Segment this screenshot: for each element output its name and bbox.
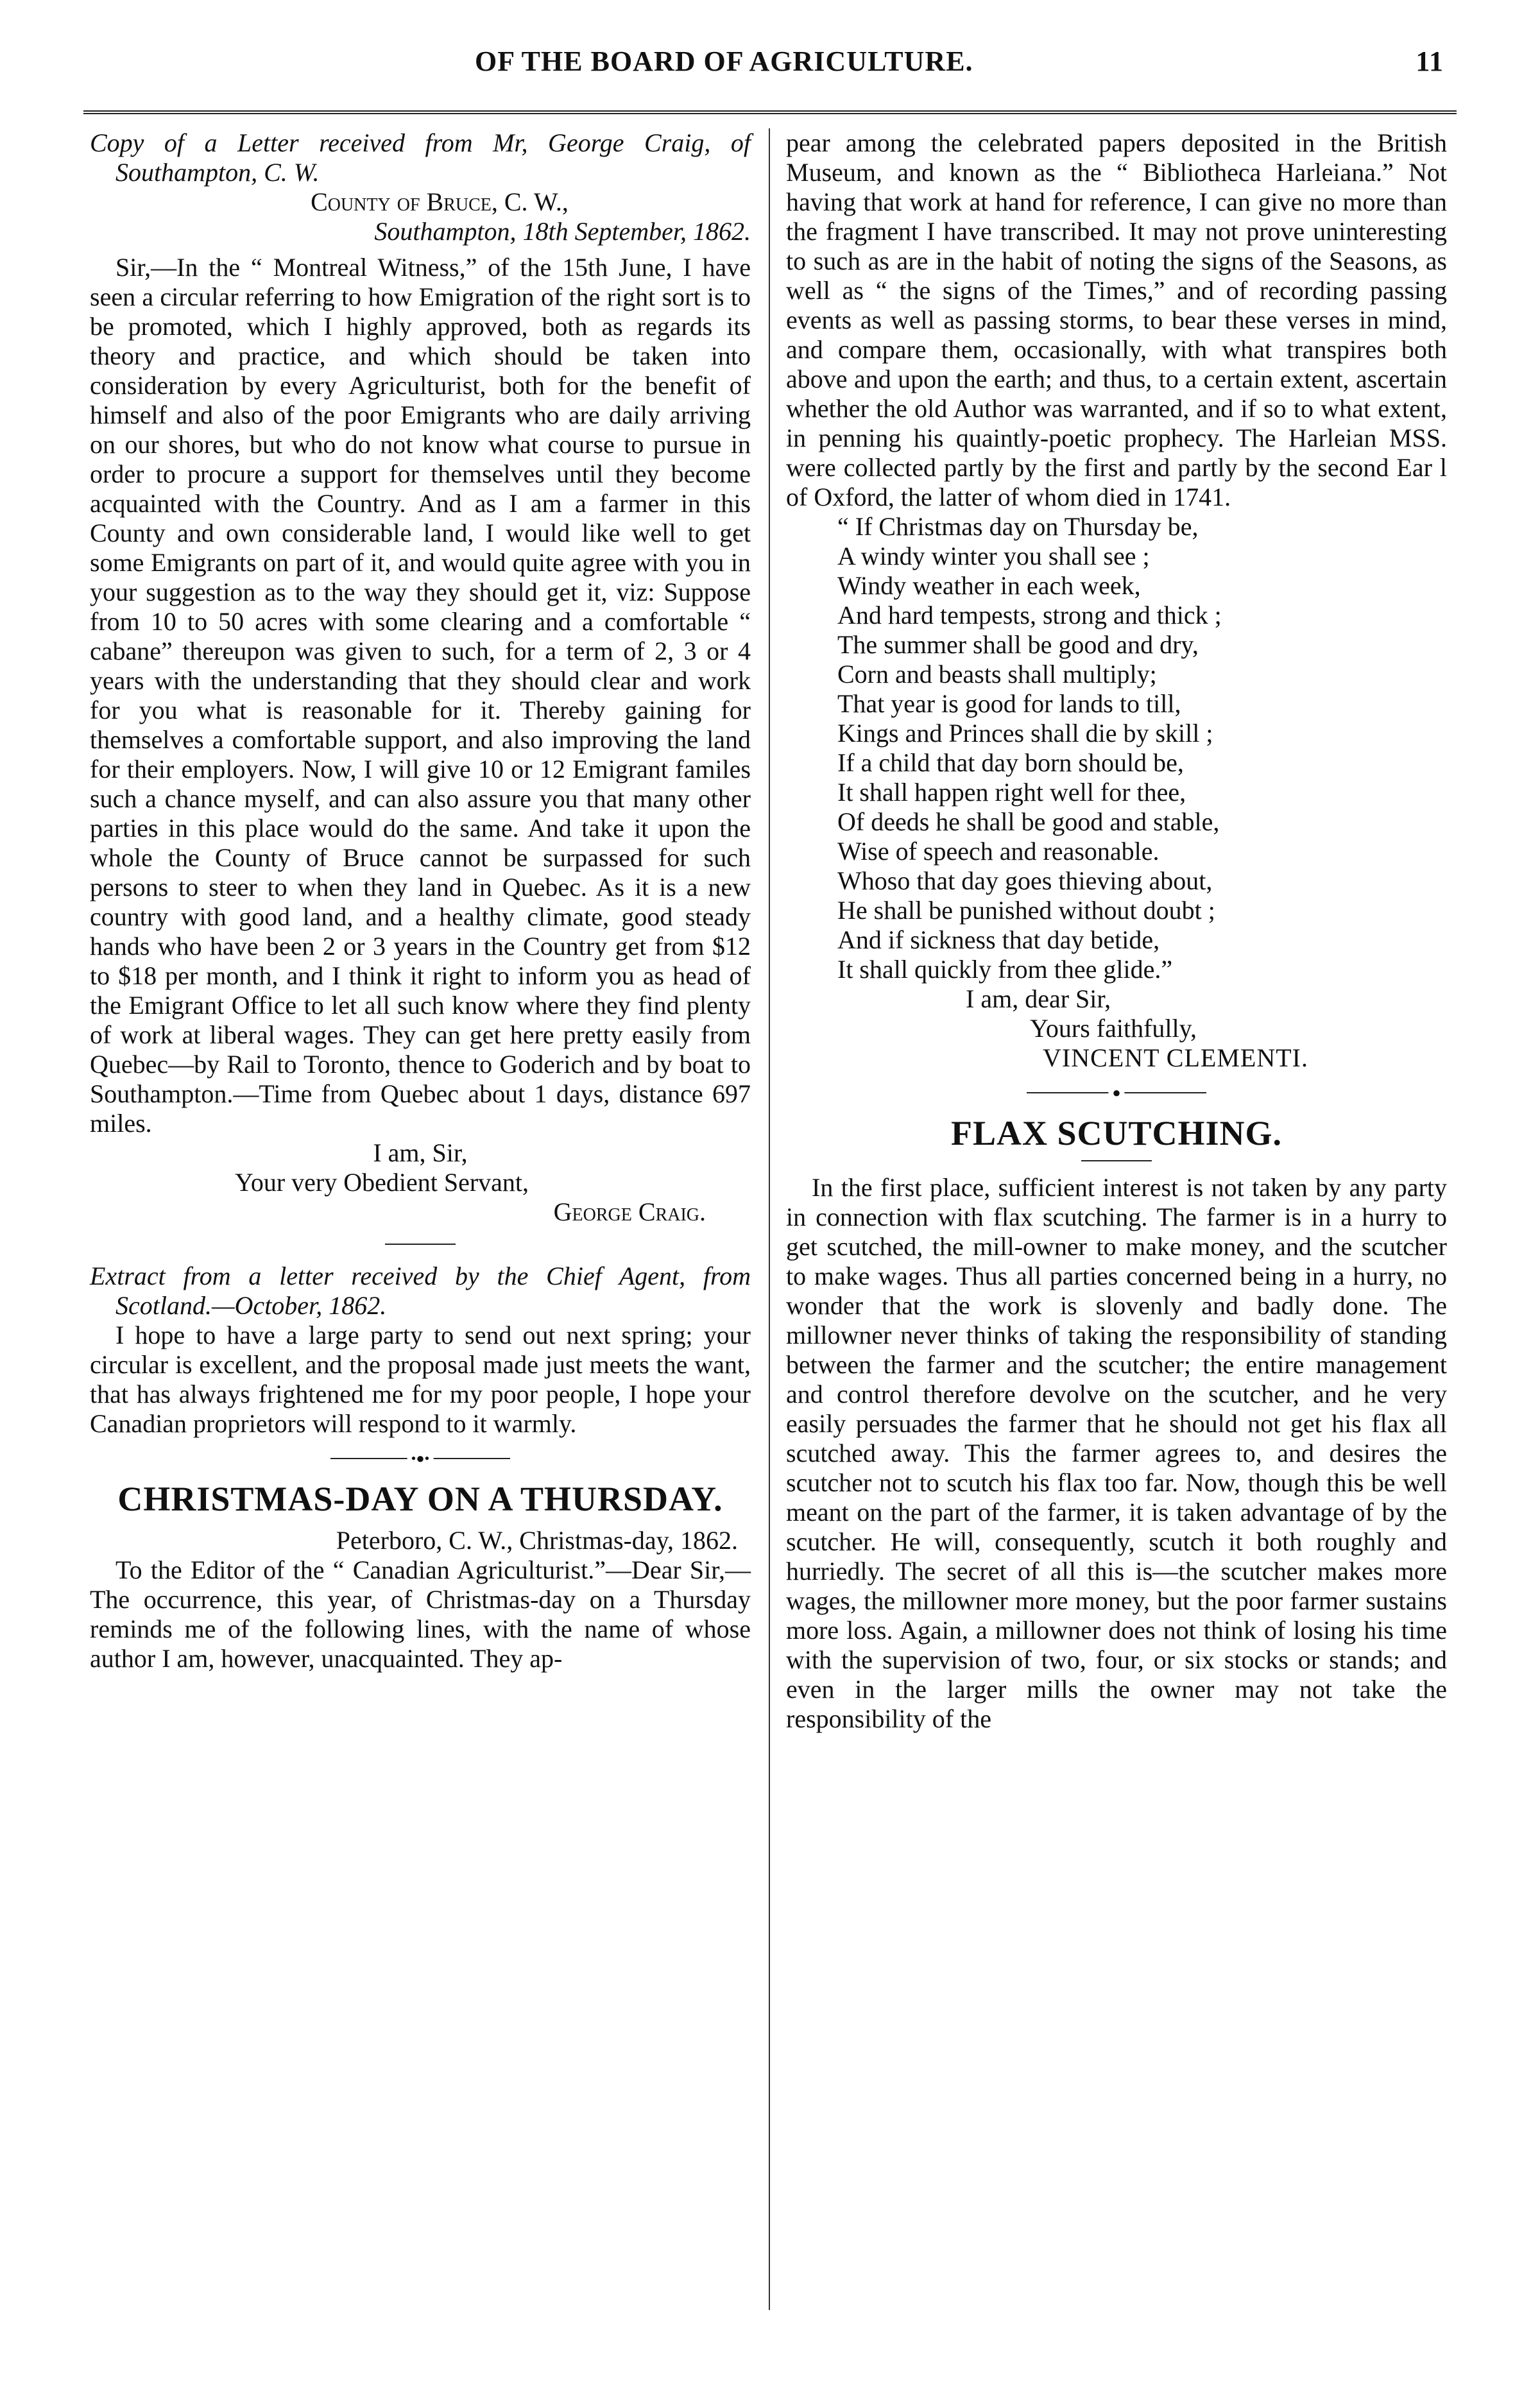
verse-line: Of deeds he shall be good and stable, xyxy=(837,807,1220,836)
column-divider xyxy=(769,128,770,2310)
left-column xyxy=(90,128,751,1673)
clementi-close-1: I am, dear Sir, xyxy=(966,984,1111,1013)
flax-title: FLAX SCUTCHING. xyxy=(950,1114,1283,1152)
christmas-body: To the Editor of the “ Canadian Agriculturist.”—Dear Sir,—The occurrence, this year, of Christmas-day on a Thursday reminds me of the following lines, with the name of whose author I am, however, unacquainted. They ap- xyxy=(90,1555,751,1673)
verse-line: Whoso that day goes thieving about, xyxy=(837,866,1213,895)
page-number: 11 xyxy=(1416,46,1444,77)
title-underline xyxy=(1081,1160,1152,1161)
ornament-icon: ● xyxy=(1108,1086,1124,1100)
craig-letter-signature: George Craig. xyxy=(553,1197,706,1226)
ornament-icon: •●• xyxy=(407,1451,434,1466)
craig-letter-close-2: Your very Obedient Servant, xyxy=(234,1168,529,1197)
craig-letter-date: Southampton, 18th September, 1862. xyxy=(374,217,751,246)
flax-body: In the first place, sufficient interest is not taken by any party in connection with flax scutching. The farmer is in a hurry to get scutched, the mill-owner to make money, and the scutcher to make wages. Thus all parties concerned being in a hurry, no wonder that the work is slovenly and badly done. The millowner never thinks of taking the responsibility of standing between the farmer and the scutcher; the entire management and control therefore devolve on the scutcher, and he very easily persuades the farmer that he should not get his flax all scutched away. This the farmer agrees to, and desires the scutcher not to scutch his flax too far. Now, though this be well meant on the part of the farmer, it is taken advantage of by the scutcher. He will, consequently, scutch it both roughly and hurriedly. The secret of all this is—the scutcher makes more wages, the millowner more money, but the poor farmer sustains more loss. Again, a millowner does not think of losing his time with the supervision of two, four, or six stocks or stands; and even in the larger mills the owner may not take the responsibility of the xyxy=(786,1173,1447,1733)
verse-line: That year is good for lands to till, xyxy=(837,689,1181,718)
verse-line: “ If Christmas day on Thursday be, xyxy=(837,512,1199,541)
verse-line: If a child that day born should be, xyxy=(837,748,1184,777)
verse-line: Windy weather in each week, xyxy=(837,571,1141,600)
section-divider xyxy=(385,1244,456,1245)
clementi-signature: VINCENT CLEMENTI. xyxy=(1043,1043,1308,1072)
christmas-verse xyxy=(786,512,1447,984)
craig-letter-close-1: I am, Sir, xyxy=(373,1138,468,1167)
clementi-close-2: Yours faithfully, xyxy=(1030,1014,1197,1043)
running-title: OF THE BOARD OF AGRICULTURE. xyxy=(475,46,973,77)
extract-heading: Extract from a letter received by the Chief Agent, from Scotland.—October, 1862. xyxy=(90,1262,751,1320)
verse-line: Wise of speech and reasonable. xyxy=(837,837,1159,866)
verse-line: Corn and beasts shall multiply; xyxy=(837,660,1157,689)
verse-line: A windy winter you shall see ; xyxy=(837,542,1150,570)
christmas-continued: pear among the celebrated papers deposited in the British Museum, and known as the “ Bibliotheca Harleiana.” Not having that work at hand for reference, I can give no more than the fragment I have transcribed. It may not prove uninteresting to such as are in the habit of noting the signs of the Seasons, as well as “ the signs of the Times,” and of recording passing events as well as passing storms, to bear these verses in mind, and compare them, occasionally, with what transpires both above and upon the earth; and thus, to a certain extent, ascertain whether the old Author was warranted, and if so to what extent, in penning his quaintly-poetic prophecy. The Harleian MSS. were collected partly by the first and partly by the second Ear l of Oxford, the latter of whom died in 1741. xyxy=(786,128,1447,511)
verse-line: And hard tempests, strong and thick ; xyxy=(837,601,1222,629)
extract-body: I hope to have a large party to send out next spring; your circular is excellent, and the proposal made just meets the want, that has always frightened me for my poor people, I hope your Canadian proprietors will respond to it warmly. xyxy=(90,1321,751,1438)
craig-letter-place: County of Bruce, C. W., xyxy=(311,187,569,216)
verse-line: He shall be punished without doubt ; xyxy=(837,896,1215,925)
running-head xyxy=(0,45,1540,83)
verse-line: It shall quickly from thee glide.” xyxy=(837,955,1173,984)
header-double-rule xyxy=(83,110,1457,114)
verse-line: The summer shall be good and dry, xyxy=(837,630,1199,659)
christmas-dateline: Peterboro, C. W., Christmas-day, 1862. xyxy=(336,1526,738,1555)
ornament-divider xyxy=(1027,1084,1206,1100)
verse-line: And if sickness that day betide, xyxy=(837,925,1160,954)
craig-letter-body: Sir,—In the “ Montreal Witness,” of the 15th June, I have seen a circular referring to how Emigration of the right sort is to be promoted, which I highly approved, both as regards its theory and practice, and which should be taken into consideration by every Agriculturist, both for the benefit of himself and also of the poor Emigrants who are daily arriving on our shores, but who do not know what course to pursue in order to procure a support for themselves until they become acquainted with the Country. And as I am a farmer in this County and own considerable land, I would like well to get some Emigrants on part of it, and would quite agree with you in your suggestion as to the way they should get it, viz: Suppose from 10 to 50 acres with some clearing and a comfortable “ cabane” thereupon was given to such, for a term of 2, 3 or 4 years with the understanding that they should clear and work for you what is reasonable for it. Thereby gaining for themselves a comfortable support, and also improving the land for their employers. Now, I will give 10 or 12 Emigrant familes such a chance myself, and can also assure you that many other parties in this place would do the same. And take it upon the whole the County of Bruce cannot be surpassed for such persons to steer to when they land in Quebec. As it is a new country with good land, and a healthy climate, good steady hands who have been 2 or 3 years in the Country get from $12 to $18 per month, and I think it right to inform you as head of the Emigrant Office to let all such know where they find plenty of work at liberal wages. They can get here pretty easily from Quebec—by Rail to Toronto, thence to Goderich and by boat to Southampton.—Time from Quebec about 1 days, distance 697 miles. xyxy=(90,253,751,1138)
right-column xyxy=(786,128,1447,1734)
verse-line: Kings and Princes shall die by skill ; xyxy=(837,719,1213,748)
verse-line: It shall happen right well for thee, xyxy=(837,778,1186,807)
ornament-divider xyxy=(330,1450,510,1466)
craig-letter-heading: Copy of a Letter received from Mr, George Craig, of Southampton, C. W. xyxy=(90,128,751,187)
christmas-title: CHRISTMAS-DAY ON A THURSDAY. xyxy=(117,1480,723,1518)
